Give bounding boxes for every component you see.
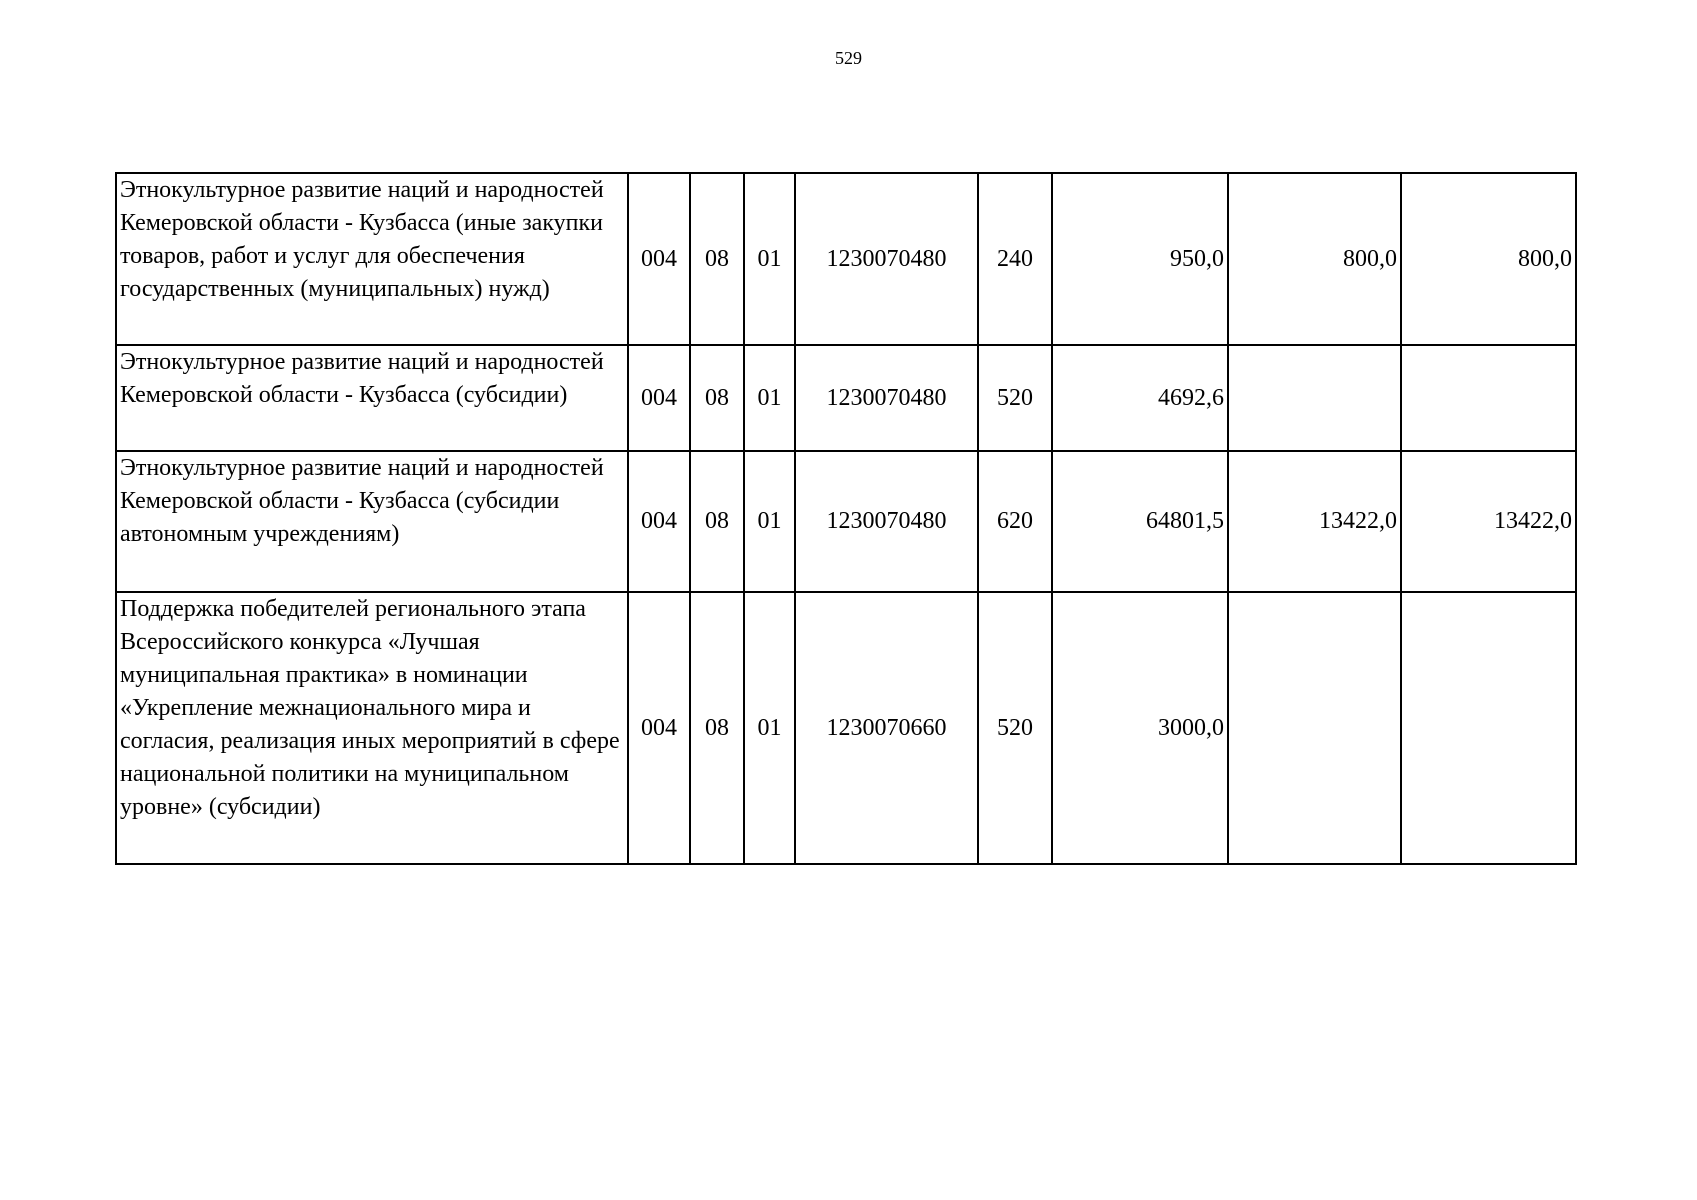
page-number: 529 [835,48,862,68]
amount-1: 4692,6 [1052,345,1228,451]
amount-3: 800,0 [1401,173,1576,345]
target-article-code: 1230070480 [795,173,978,345]
section-code: 08 [690,451,744,592]
amount-2 [1228,592,1401,864]
table-row [116,592,1576,864]
row-description: Этнокультурное развитие наций и народностей Кемеровской области - Кузбасса (иные закупки товаров, работ и услуг для обеспечения государственных (муниципальных) нужд) [116,173,628,345]
amount-2: 800,0 [1228,173,1401,345]
subsection-code: 01 [744,592,795,864]
subsection-code: 01 [744,451,795,592]
section-code: 08 [690,345,744,451]
section-code: 08 [690,173,744,345]
ministry-code: 004 [628,345,690,451]
target-article-code: 1230070660 [795,592,978,864]
expense-type-code: 240 [978,173,1052,345]
ministry-code: 004 [628,592,690,864]
table-row [116,345,1576,451]
expense-type-code: 520 [978,345,1052,451]
amount-3: 13422,0 [1401,451,1576,592]
amount-1: 950,0 [1052,173,1228,345]
ministry-code: 004 [628,173,690,345]
table-row [116,451,1576,592]
amount-2 [1228,345,1401,451]
amount-1: 64801,5 [1052,451,1228,592]
row-description: Поддержка победителей регионального этапа Всероссийского конкурса «Лучшая муниципальная практика» в номинации «Укрепление межнационального мира и согласия, реализация иных мероприятий в сфере национальной политики на муниципальном уровне» (субсидии) [116,592,628,864]
expense-type-code: 520 [978,592,1052,864]
target-article-code: 1230070480 [795,451,978,592]
amount-2: 13422,0 [1228,451,1401,592]
target-article-code: 1230070480 [795,345,978,451]
row-description: Этнокультурное развитие наций и народностей Кемеровской области - Кузбасса (субсидии) [116,345,628,451]
row-description: Этнокультурное развитие наций и народностей Кемеровской области - Кузбасса (субсидии автономным учреждениям) [116,451,628,592]
subsection-code: 01 [744,173,795,345]
subsection-code: 01 [744,345,795,451]
expense-type-code: 620 [978,451,1052,592]
section-code: 08 [690,592,744,864]
budget-table [115,172,1577,865]
table-row [116,173,1576,345]
ministry-code: 004 [628,451,690,592]
amount-1: 3000,0 [1052,592,1228,864]
amount-3 [1401,592,1576,864]
amount-3 [1401,345,1576,451]
